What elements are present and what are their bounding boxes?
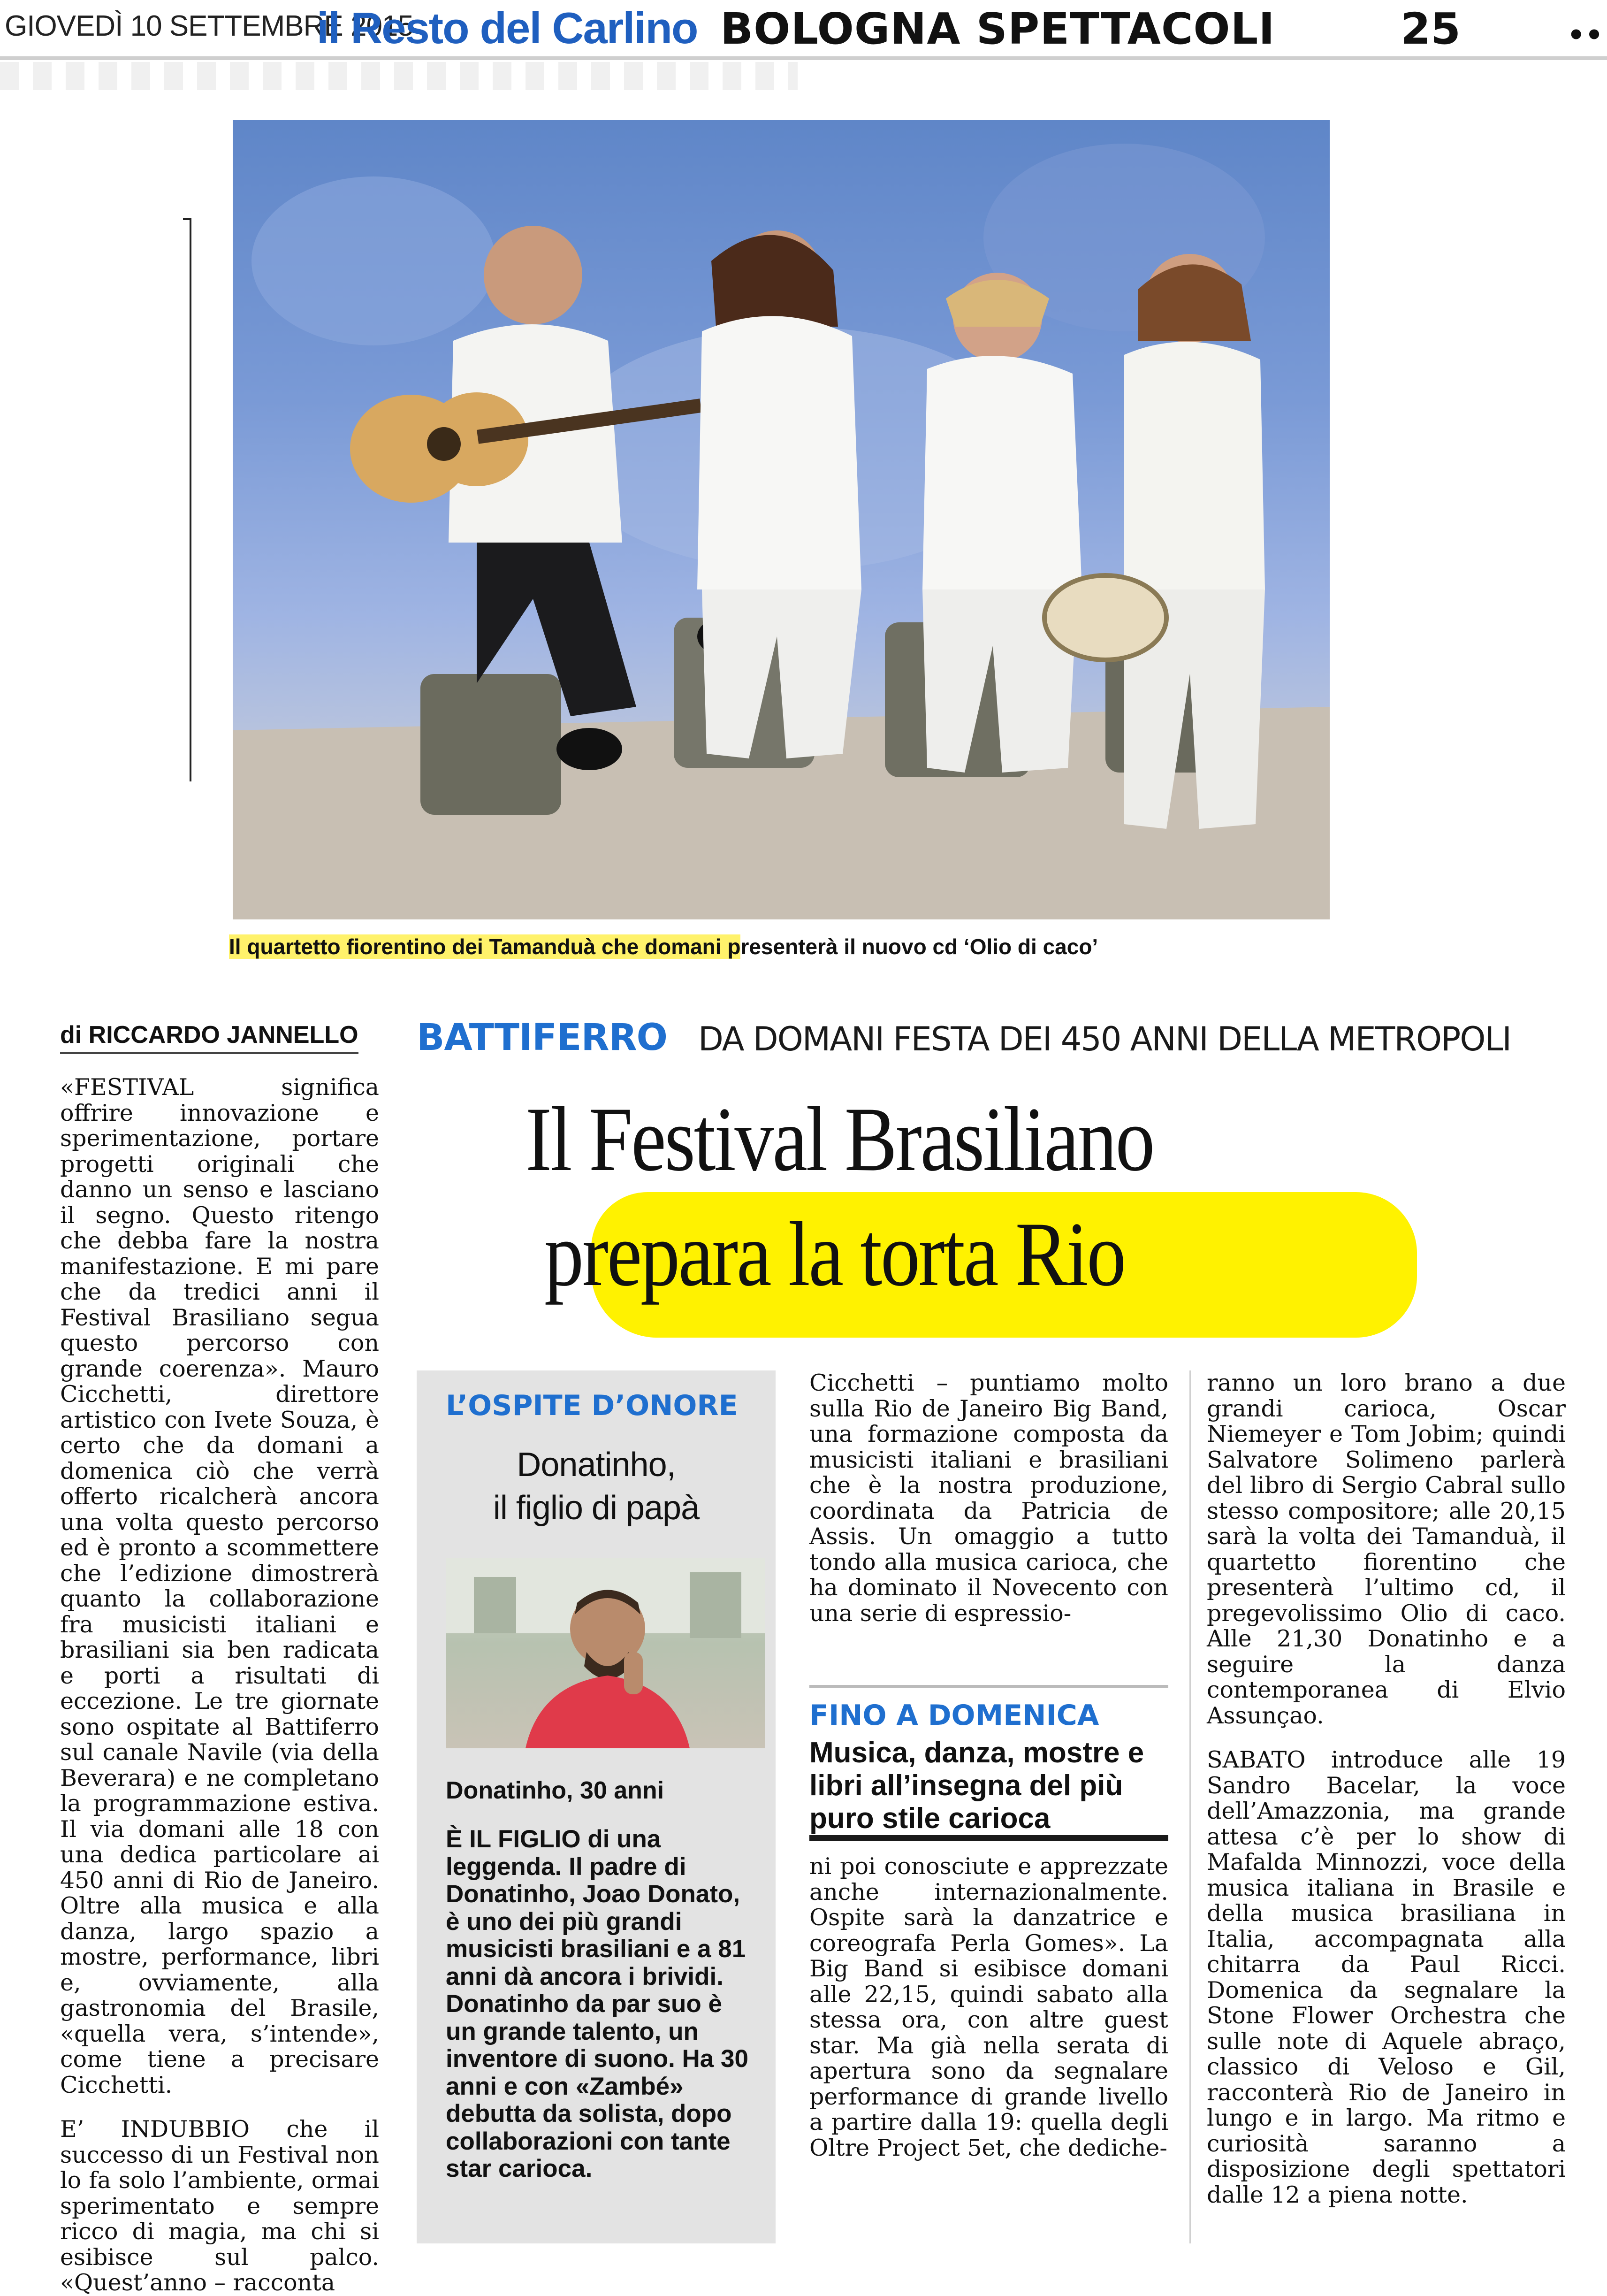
sidebar-title [417,1443,776,1530]
sidebar-photo-caption: Donatinho, 30 anni [446,1777,664,1804]
margin-rule [190,218,191,781]
byline: di RICCARDO JANNELLO [60,1021,358,1054]
kicker-location: BATTIFERRO [417,1017,667,1059]
box-title: Musica, danza, mostre e libri all’insegna del più puro stile carioca [809,1737,1144,1835]
paragraph: SABATO introduce alle 19 Sandro Bacelar, la voce dell’Amazzonia, ma grande attesa c’è per lo show di Mafalda Minnozzi, voce della musica italiana in Brasile e della musica brasiliana in Italia, accompagnata alla chitarra da Paul Ricci. Domenica da segnalare la Stone Flower Orchestra che sulle note di Aquele abraço, classico di Veloso e Gil, racconterà Rio de Janeiro in lungo e in largo. Ma ritmo e curiosità saranno a disposizione degli spettatori dalle 12 a piena notte. [1207,1746,1566,2208]
column-separator [1189,1370,1191,2243]
paragraph: ranno un loro brano a due grandi carioca, Oscar Niemeyer e Tom Jobim; quindi Salvatore Solimeno parlerà del libro di Sergio Cabral sullo stesso compositore; alle 20,15 sarà la volta dei Tamanduà, il quartetto fiorentino che presenterà l’ultimo cd, il pregevolissimo Olio di caco. Alle 21,30 Donatinho e a seguire la danza contemporanea di Elvio Assunçao. [1207,1370,1566,1729]
masthead-rule [0,56,1607,60]
newspaper-logo: il Resto del Carlino [317,3,698,53]
article-column-1 [60,1075,379,2296]
section-title: BOLOGNA SPETTACOLI [720,4,1275,54]
sidebar-title-line2: il figlio di papà [493,1489,700,1527]
sidebar-title-line1: Donatinho, [517,1446,676,1484]
box-label: FINO A DOMENICA [809,1699,1099,1732]
article-column-3 [809,1370,1168,1626]
article-column-3-continued [809,1854,1168,2161]
paragraph: «FESTIVAL significa offrire innovazione e sperimentazione, portare progetti originali che danno un senso e lasciano il segno. Questo ritengo che debba fare la nostra manifestazione. E mi pare che da tredici anni il Festival Brasiliano segua questo percorso con grande coerenza». Mauro Cicchetti, direttore artistico con Ivete Souza, è certo che da domani a domenica ciò che verrà offerto ricalcherà ancora una volta questo percorso ed è pronto a scommettere che l’edizione dimostrerà quanto la collaborazione fra musicisti italiani e brasiliani sia ben radicata e porti a risultati di eccezione. Le tre giornate sono ospitate al Battiferro sul canale Navile (via della Beverara) e ne completano la programmazione estiva. Il via domani alle 18 con una dedica particolare ai 450 anni di Rio de Janeiro. Oltre alla musica e alla danza, largo spazio a mostre, performance, libri e, ovviamente, alla gastronomia del Brasile, «quella vera, s’intende», come tiene a precisare Cicchetti. [60,1074,379,2098]
article-column-4 [1207,1370,1566,2208]
box-bottom-rule [809,1835,1168,1841]
caption-rest: resenterà il nuovo cd ‘Olio di caco’ [740,934,1098,959]
bleed-through-texture [0,62,798,90]
paragraph: ni poi conosciute e apprezzate anche internazionalmente. Ospite sarà la danzatrice e coreografa Perla Gomes». La Big Band si esibisce domani alle 22,15, quindi sabato alla stessa ora, con altre guest star. Ma già nella serata di apertura sono da segnalare performance di grande livello a partire dalla 19: quella degli Oltre Project 5et, che dediche- [809,1853,1168,2161]
photo-caption [229,934,1098,959]
sidebar-text: È IL FIGLIO di una leggenda. Il padre di Donatinho, Joao Donato, è uno dei più grandi musicisti brasiliani e a 81 anni dà ancora i brividi. Donatinho da par suo è un grande talento, un inventore di suono. Ha 30 anni e con «Zambé» debutta da solista, dopo collaborazioni con tante star carioca. [446,1825,748,2182]
quartet-photo-illustration [233,120,1330,919]
box-top-rule [809,1685,1168,1688]
margin-tick [183,218,191,220]
page-dots: •• [1567,19,1603,52]
sidebar-label: L’OSPITE D’ONORE [446,1389,738,1422]
masthead-date: GIOVEDÌ 10 SETTEMBRE 2015 [5,10,413,42]
quartet-photo [233,120,1330,919]
headline-line1: Il Festival Brasiliano [526,1088,1154,1190]
page-number: 25 [1401,4,1461,54]
donatinho-photo-illustration [446,1558,765,1748]
donatinho-photo [446,1558,765,1748]
caption-highlight: Il quartetto fiorentino dei Tamanduà che domani p [229,934,741,959]
paragraph: Cicchetti – puntiamo molto sulla Rio de Janeiro Big Band, una formazione composta da musicisti italiani e brasiliani che è la nostra produzione, coordinata da Patricia de Assis. Un omaggio a tutto tondo alla musica carioca, che ha dominato il Novecento con una serie di espressio- [809,1370,1168,1627]
headline-line2: prepara la torta Rio [544,1203,1125,1305]
paragraph: E’ INDUBBIO che il successo di un Festival non lo fa solo l’ambiente, ormai sperimentato e sempre ricco di magia, ma chi si esibisce sul palco. «Quest’anno – racconta [60,2116,379,2296]
kicker-subtitle: DA DOMANI FESTA DEI 450 ANNI DELLA METROPOLI [698,1020,1511,1058]
